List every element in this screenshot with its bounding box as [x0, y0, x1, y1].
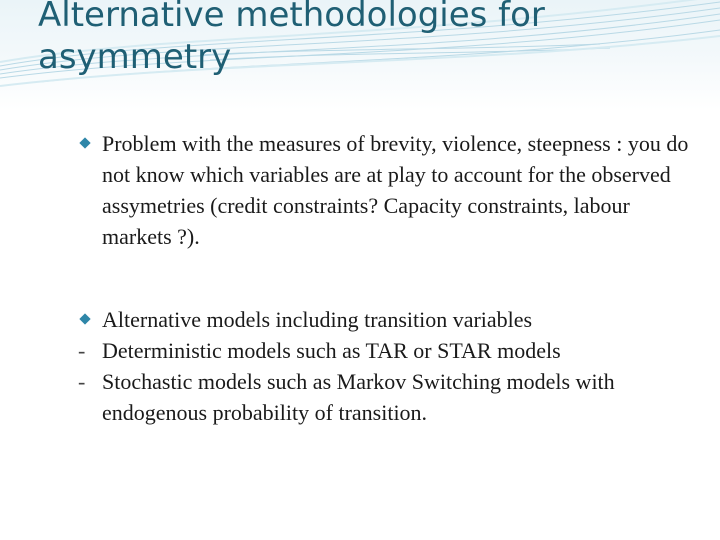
diamond-bullet-icon: [79, 313, 90, 324]
diamond-bullet-icon: [79, 137, 90, 148]
bullet-text: Alternative models including transition variables: [102, 307, 533, 332]
slide-title: Alternative methodologies for asymmetry: [38, 0, 545, 77]
bullet-text: Problem with the measures of brevity, violence, steepness : you do not know which variables are at play to account for the observed assymetries (credit constraints? Capacity constraints, labour markets ?).: [102, 131, 689, 249]
bullet-list: [78, 128, 698, 428]
bullet-text: Deterministic models such as TAR or STAR models: [102, 338, 561, 363]
sub-bullet-item: [78, 335, 698, 366]
bullet-text: Stochastic models such as Markov Switching models with endogenous probability of transition.: [102, 369, 615, 425]
dash-bullet-icon: -: [78, 338, 86, 363]
sub-bullet-item: [78, 366, 698, 428]
bullet-item: [78, 128, 698, 252]
bullet-item: [78, 304, 698, 335]
dash-bullet-icon: -: [78, 369, 86, 394]
